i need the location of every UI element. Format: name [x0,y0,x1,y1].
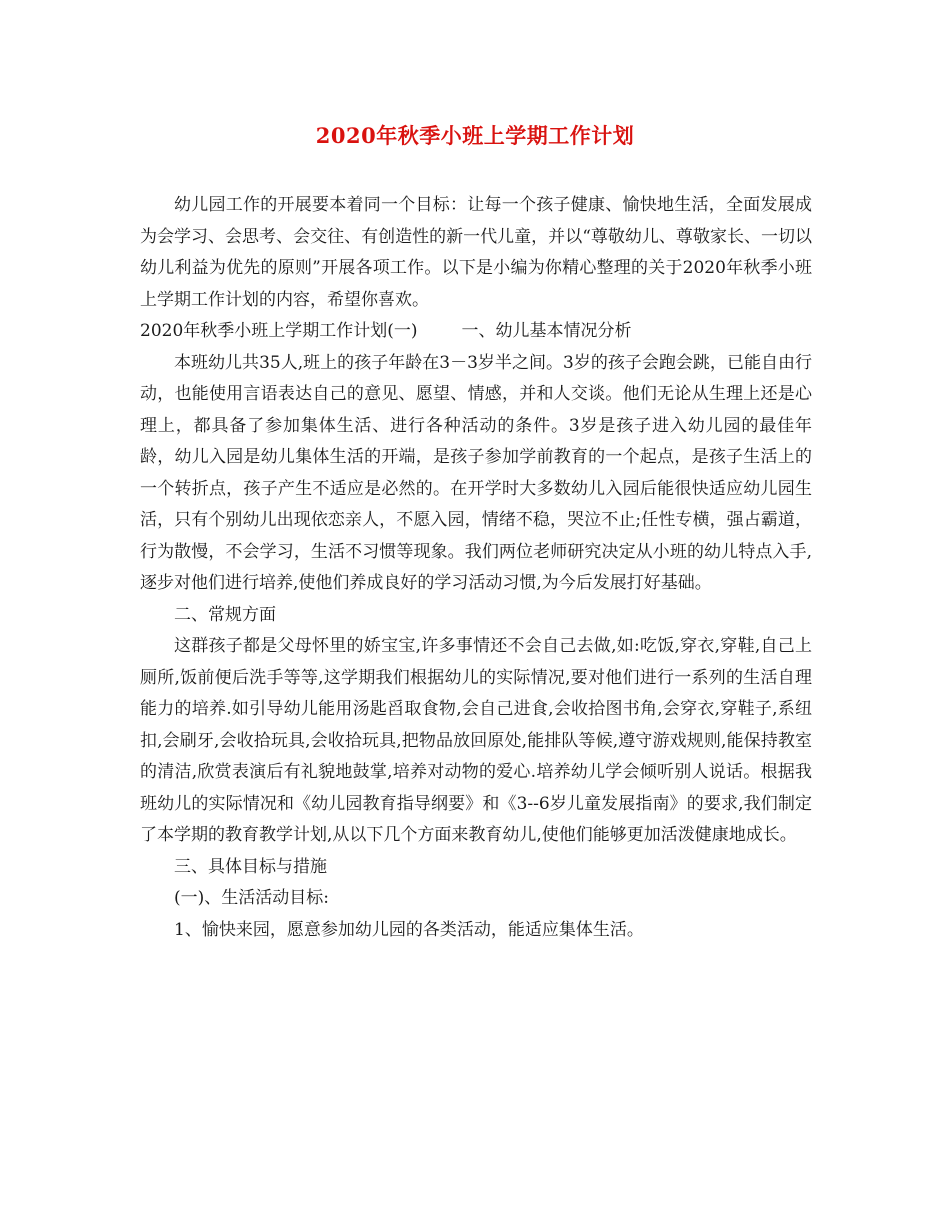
list-item: 1、愉快来园，愿意参加幼儿园的各类活动，能适应集体生活。 [174,919,644,940]
section2-heading: 二、常规方面 [174,604,276,625]
section2-paragraph: 这群孩子都是父母怀里的娇宝宝,许多事情还不会自己去做,如:吃饭,穿衣,穿鞋,自己上厕所,饭前便后洗手等等,这学期我们根据幼儿的实际情况,要对他们进行一系列的生活自理能力的培养.如引导幼儿能用汤匙舀取食物,会自己进食,会收拾图书角,会穿衣,穿鞋子,系纽扣,会刷牙,会收拾玩具,会收拾玩具,把物品放回原处,能排队等候,遵守游戏规则,能保持教室的清洁,欣赏表演后有礼貌地鼓掌,培养对动物的爱心.培养幼儿学会倾听别人说话。根据我班幼儿的实际情况和《幼儿园教育指导纲要》和《3--6岁儿童发展指南》的要求,我们制定了本学期的教育教学计划,从以下几个方面来教育幼儿,使他们能够更加活泼健康地成长。 [140,636,812,845]
section1-paragraph: 本班幼儿共35人,班上的孩子年龄在3－3岁半之间。3岁的孩子会跑会跳，已能自由行动，也能使用言语表达自己的意见、愿望、情感，并和人交谈。他们无论从生理上还是心理上，都具备了参加集体生活、进行各种活动的条件。3岁是孩子进入幼儿园的最佳年龄，幼儿入园是幼儿集体生活的开端，是孩子参加学前教育的一个起点，是孩子生活上的一个转折点，孩子产生不适应是必然的。在开学时大多数幼儿入园后能很快适应幼儿园生活，只有个别幼儿出现依恋亲人，不愿入园，情绪不稳，哭泣不止;任性专横，强占霸道，行为散慢，不会学习，生活不习惯等现象。我们两位老师研究决定从小班的幼儿特点入手,逐步对他们进行培养,使他们养成良好的学习活动习惯,为今后发展打好基础。 [140,352,812,593]
plan-heading-line [140,316,812,348]
plan-heading: 2020年秋季小班上学期工作计划(一) [140,321,418,341]
section3-heading: 三、具体目标与措施 [174,856,327,877]
document-body [140,190,812,946]
intro-paragraph: 幼儿园工作的开展要本着同一个目标：让每一个孩子健康、愉快地生活，全面发展成为会学习、会思考、会交往、有创造性的新一代儿童，并以“尊敬幼儿、尊敬家长、一切以幼儿利益为优先的原则”开展各项工作。以下是小编为你精心整理的关于2020年秋季小班上学期工作计划的内容，希望你喜欢。 [140,195,812,310]
subsection1-heading: (一)、生活活动目标: [174,888,329,908]
document-title: 2020年秋季小班上学期工作计划 [315,123,635,148]
section1-heading: 一、幼儿基本情况分析 [461,321,632,341]
